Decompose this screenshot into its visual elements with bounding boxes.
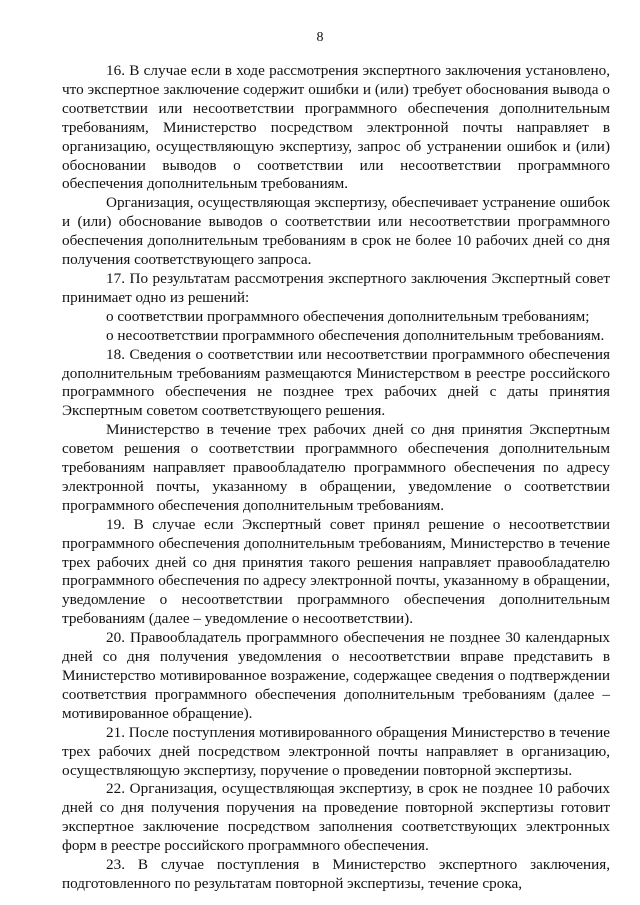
paragraph-16-continued: Организация, осуществляющая экспертизу, обеспечивает устранение ошибок и (или) обоснование выводов о соответствии или несоответствии программного обеспечения дополнительным требованиям в срок не более 10 рабочих дней со дня получения соответствующего запроса. [62, 194, 610, 269]
paragraph-21: 21. После поступления мотивированного обращения Министерство в течение трех рабочих дней посредством электронной почты направляет в организацию, осуществляющую экспертизу, поручение о проведении повторной экспертизы. [62, 723, 610, 779]
paragraph-18: 18. Сведения о соответствии или несоответствии программного обеспечения дополнительным требованиям размещаются Министерством в реестре российского программного обеспечения не позднее трех рабочих дней с даты принятия Экспертным советом соответствующего решения. [62, 345, 610, 420]
paragraph-23: 23. В случае поступления в Министерство экспертного заключения, подготовленного по результатам повторной экспертизы, течение срока, [62, 856, 610, 892]
document-body [62, 62, 610, 894]
paragraph-20: 20. Правообладатель программного обеспечения не позднее 30 календарных дней со дня получения уведомления о несоответствии вправе представить в Министерство мотивированное возражение, содержащее сведения о подтверждении соответствия программного обеспечения дополнительным требованиям (далее – мотивированное обращение). [62, 629, 610, 722]
page-number: 8 [316, 30, 324, 45]
paragraph-18-continued: Министерство в течение трех рабочих дней со дня принятия Экспертным советом решения о соответствии программного обеспечения дополнительным требованиям направляет правообладателю программного обеспечения по адресу электронной почты, указанному в обращении, уведомление о соответствии программного обеспечения дополнительным требованиям. [62, 421, 610, 514]
paragraph-16: 16. В случае если в ходе рассмотрения экспертного заключения установлено, что экспертное заключение содержит ошибки и (или) требует обоснования вывода о соответствии или несоответствии программного обеспечения дополнительным требованиям, Министерство посредством электронной почты направляет в организацию, осуществляющую экспертизу, запрос об устранении ошибок и (или) обосновании выводов о соответствии или несоответствии программного обеспечения дополнительным требованиям. [62, 62, 610, 193]
paragraph-22: 22. Организация, осуществляющая экспертизу, в срок не позднее 10 рабочих дней со дня получения поручения на проведение повторной экспертизы готовит экспертное заключение посредством заполнения соответствующих электронных форм в реестре российского программного обеспечения. [62, 780, 610, 855]
decision-option-compliance: о соответствии программного обеспечения дополнительным требованиям; [106, 307, 590, 325]
decision-option-noncompliance: о несоответствии программного обеспечения дополнительным требованиям. [106, 326, 605, 344]
paragraph-17: 17. По результатам рассмотрения экспертного заключения Экспертный совет принимает одно из решений: [62, 269, 610, 306]
paragraph-19: 19. В случае если Экспертный совет принял решение о несоответствии программного обеспечения дополнительным требованиям, Министерство в течение трех рабочих дней со дня принятия такого решения направляет правообладателю программного обеспечения по адресу электронной почты, указанному в обращении, уведомление о несоответствии программного обеспечения дополнительным требованиям (далее – уведомление о несоответствии). [62, 515, 610, 628]
